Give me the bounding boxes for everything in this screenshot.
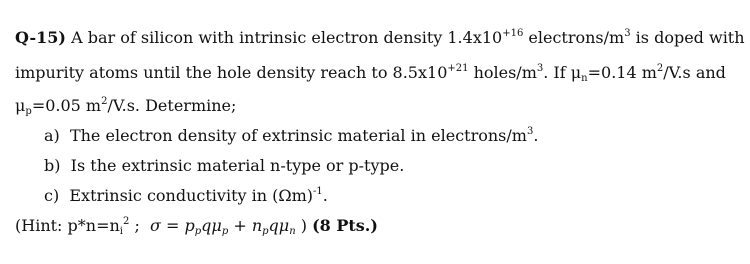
text: =0.05 m: [31, 96, 102, 115]
superscript: +21: [447, 63, 469, 74]
text: .: [322, 186, 328, 205]
superscript: 2: [101, 96, 108, 107]
formula-q: q: [268, 216, 279, 235]
question-line-2: [15, 63, 726, 83]
part-label: c): [44, 186, 60, 205]
part-label: a): [44, 126, 60, 145]
part-text: Is the extrinsic material n-type or p-type.: [70, 156, 405, 175]
formula-p: p: [184, 216, 195, 235]
formula-sigma: σ: [150, 216, 161, 235]
subscript: p: [194, 226, 202, 237]
subscript: n: [289, 226, 296, 237]
text: is doped with: [630, 28, 745, 47]
formula-q: q: [201, 216, 212, 235]
superscript: 3: [536, 63, 544, 74]
part-b: [44, 156, 404, 176]
part-text: Extrinsic conductivity in (Ωm): [69, 186, 314, 205]
subscript: i: [119, 226, 123, 237]
subscript: n: [581, 73, 588, 84]
superscript: +16: [502, 28, 524, 39]
formula-mu: μ: [278, 216, 290, 235]
superscript: 2: [122, 216, 130, 227]
superscript: 2: [656, 63, 664, 74]
superscript: 3: [624, 28, 631, 39]
formula-mu: μ: [211, 216, 222, 235]
question-line-3: [15, 96, 236, 116]
text: /V.s. Determine;: [107, 96, 237, 115]
points-label: (8 Pts.): [312, 216, 378, 235]
part-c: [44, 186, 328, 206]
superscript: 3: [526, 126, 534, 137]
part-a: [44, 126, 538, 146]
text: electrons/m: [523, 28, 625, 47]
hint-prefix: (Hint: p*n=n: [15, 216, 120, 235]
text: μ: [15, 96, 26, 115]
text: .: [533, 126, 539, 145]
question-line-1: [15, 28, 745, 48]
question-number: Q-15): [15, 28, 66, 47]
text: =0.14 m: [587, 63, 657, 82]
text: /V.s and: [663, 63, 726, 82]
text: impurity atoms until the hole density reach to 8.5x10: [15, 63, 448, 82]
formula-equals: =: [160, 216, 185, 235]
subscript: p: [262, 226, 269, 237]
formula-n: n: [251, 216, 263, 235]
text: holes/m: [468, 63, 537, 82]
hint-line: [15, 216, 378, 236]
formula-plus: +: [228, 216, 252, 235]
text: . If μ: [543, 63, 582, 82]
superscript: -1: [313, 186, 323, 197]
hint-close: ): [295, 216, 307, 235]
subscript: p: [221, 226, 229, 237]
subscript: p: [25, 106, 32, 117]
text: A bar of silicon with intrinsic electron density 1.4x10: [66, 28, 503, 47]
separator: ;: [129, 216, 145, 235]
part-label: b): [44, 156, 61, 175]
part-text: The electron density of extrinsic material in electrons/m: [69, 126, 527, 145]
